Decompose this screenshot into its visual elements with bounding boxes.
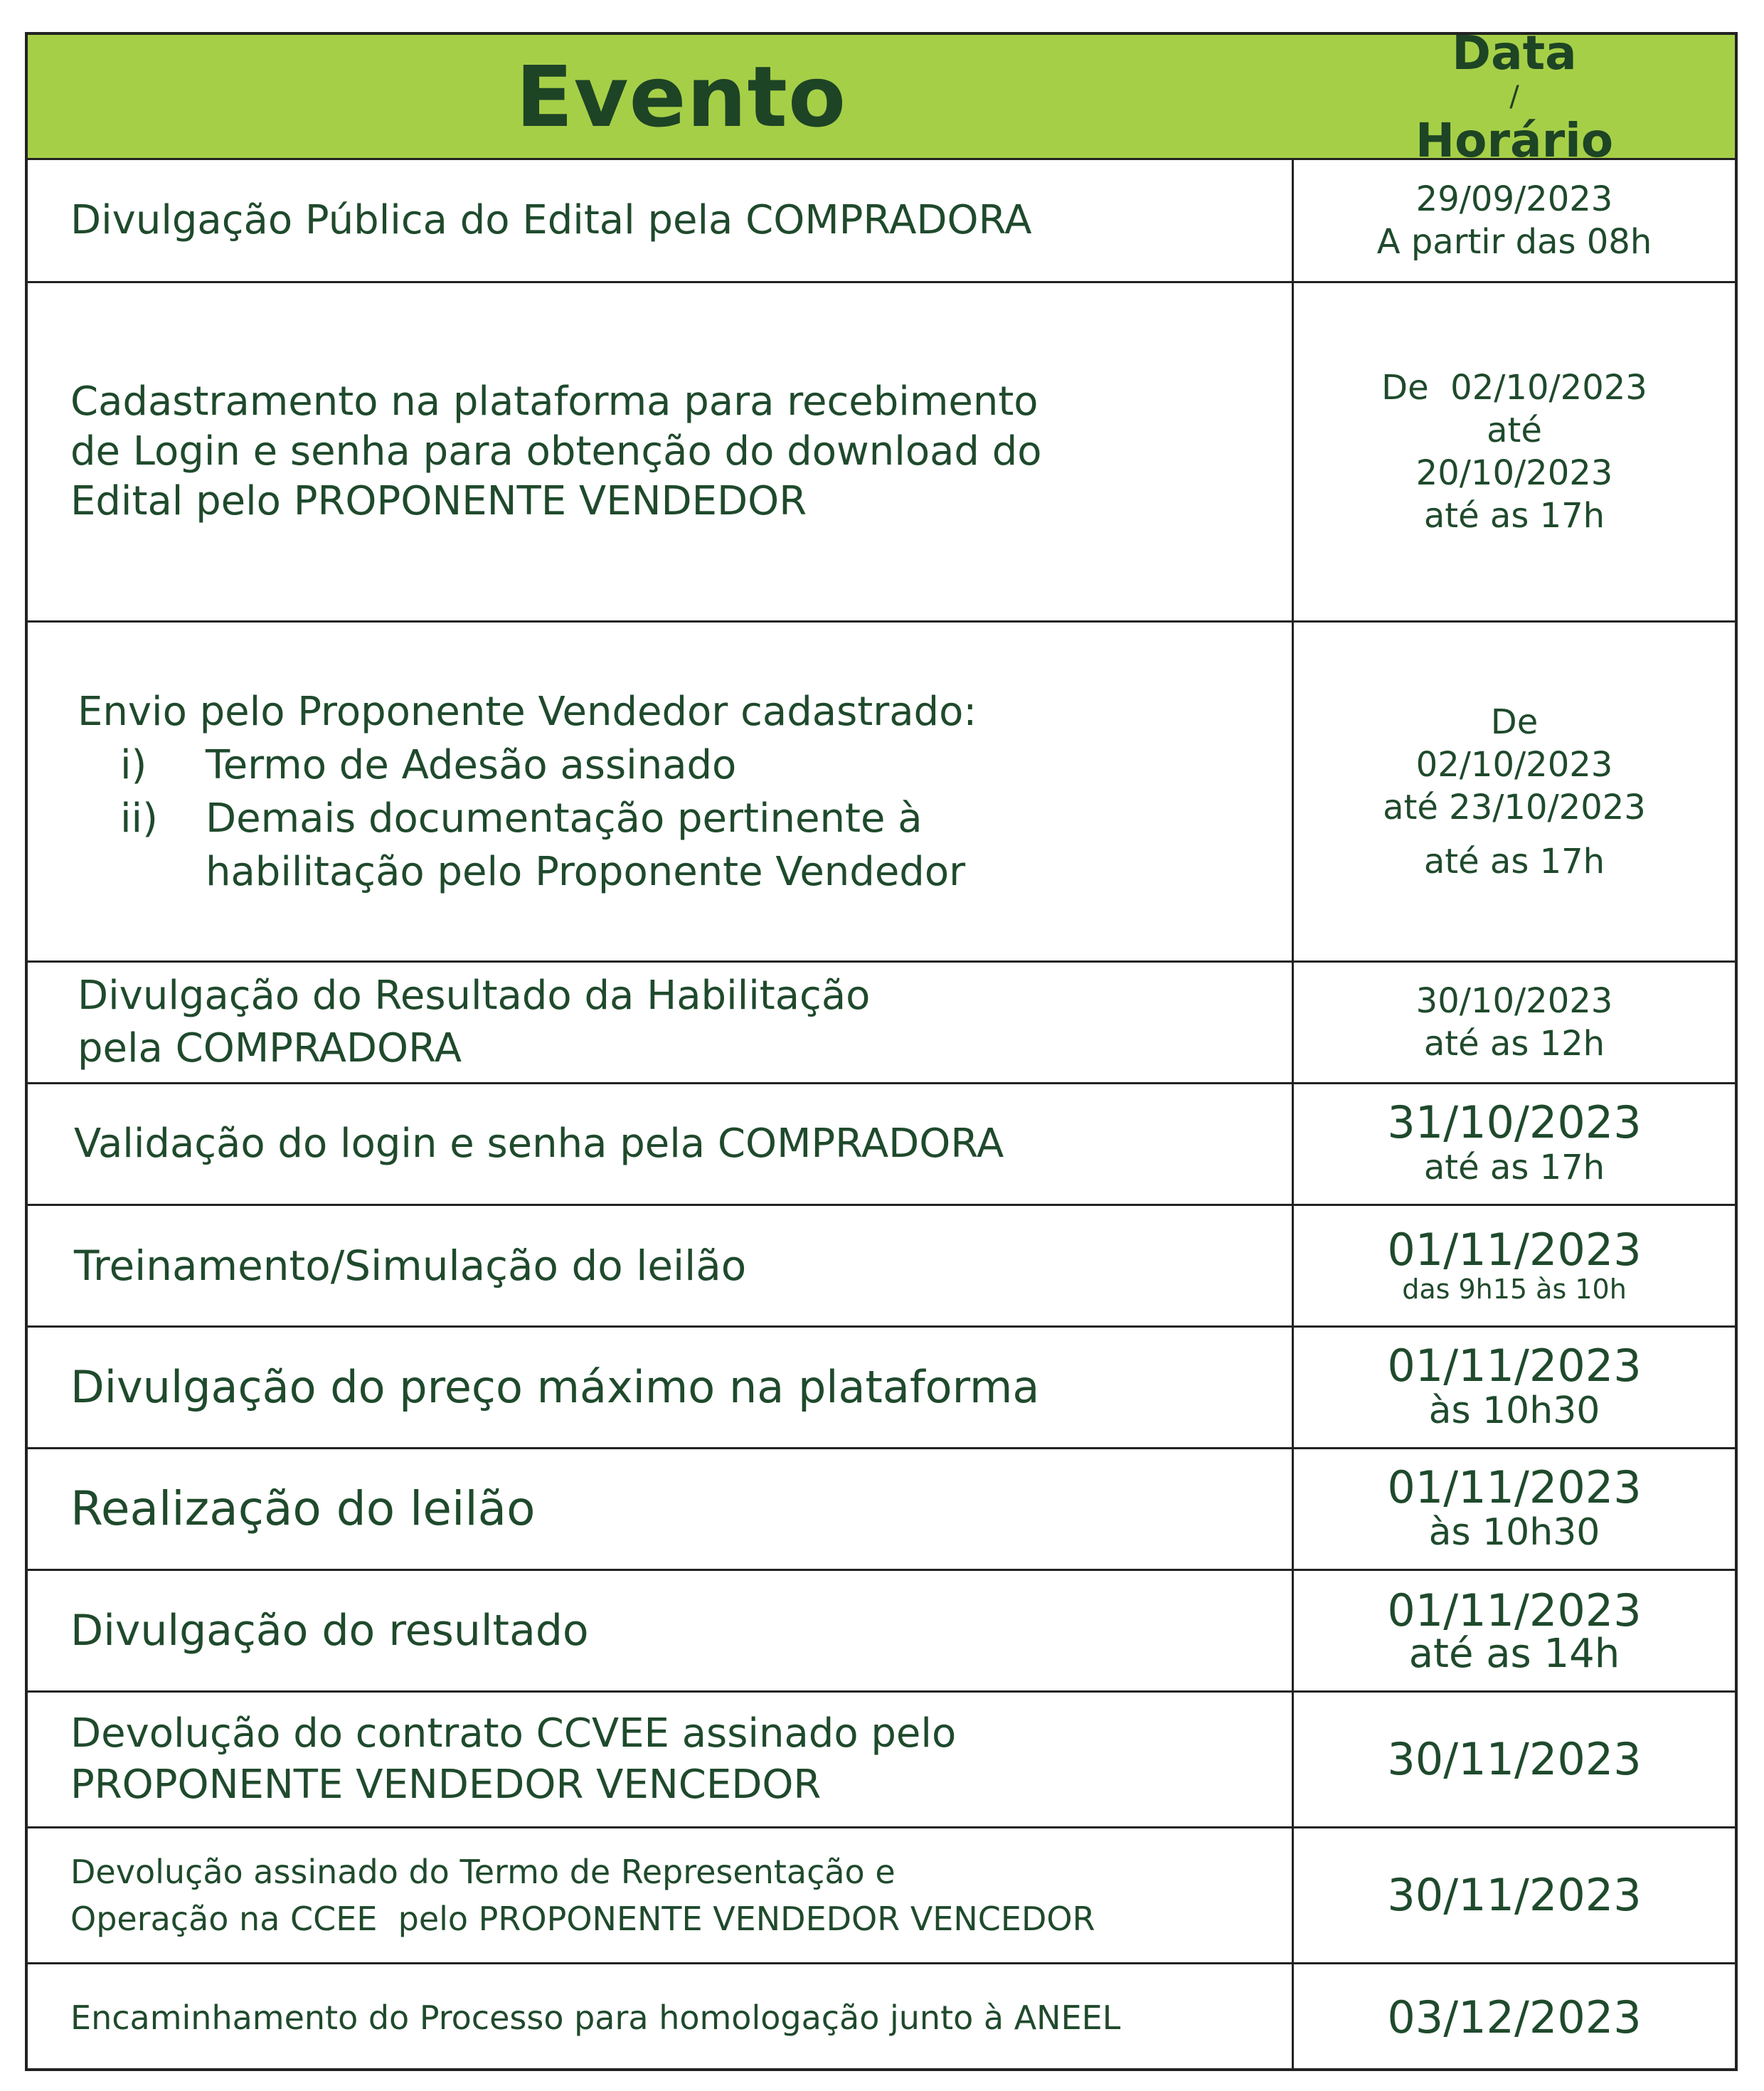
event-cell <box>28 1328 1292 1447</box>
date-cell <box>1294 1964 1735 2071</box>
event-cell <box>28 623 1292 960</box>
date-line: até as 14h <box>1408 1631 1620 1677</box>
event-text: Divulgação do preço máximo na plataforma <box>70 1361 1040 1413</box>
event-line: Cadastramento na plataforma para recebimento <box>70 379 1038 425</box>
date-cell <box>1294 623 1735 960</box>
table-row <box>28 623 1735 963</box>
date-cell <box>1294 1084 1735 1204</box>
date-line: 30/11/2023 <box>1387 1733 1642 1785</box>
header-date-time <box>1294 25 1735 168</box>
list-item-number: ii) <box>120 795 158 842</box>
table-row <box>28 1449 1735 1571</box>
header-time: Horário <box>1415 112 1614 168</box>
table-row <box>28 1693 1735 1828</box>
header-date: Data <box>1452 25 1577 80</box>
event-cell <box>28 963 1292 1082</box>
event-line: Devolução do contrato CCVEE assinado pelo <box>70 1710 957 1757</box>
event-cell <box>28 283 1292 620</box>
event-cell <box>28 1828 1292 1962</box>
date-line: 02/10/2023 <box>1415 744 1613 785</box>
table-row <box>28 1084 1735 1206</box>
table-row <box>28 1964 1735 2071</box>
date-line: 01/11/2023 <box>1387 1224 1642 1276</box>
date-line: até as 12h <box>1423 1024 1605 1064</box>
header-slash: / <box>1509 80 1519 113</box>
date-line: até as 17h <box>1423 496 1605 536</box>
date-cell <box>1294 1449 1735 1569</box>
table-row <box>28 1328 1735 1449</box>
schedule-table <box>25 25 1738 2071</box>
date-cell <box>1294 1828 1735 1962</box>
event-text: Encaminhamento do Processo para homologação junto à ANEEL <box>70 1999 1121 2037</box>
date-line: A partir das 08h <box>1376 222 1652 262</box>
date-line: 30/10/2023 <box>1415 981 1613 1021</box>
header-event: Evento <box>515 47 847 146</box>
event-cell <box>28 1693 1292 1826</box>
list-item-text: Demais documentação pertinente à habilitação pelo Proponente Vendedor <box>206 795 966 895</box>
event-cell <box>28 1449 1292 1569</box>
date-line: até <box>1487 411 1542 450</box>
event-text <box>70 1708 956 1811</box>
event-line: pela COMPRADORA <box>78 1025 462 1071</box>
date-cell <box>1294 963 1735 1082</box>
event-cell <box>28 1571 1292 1690</box>
date-line: De <box>1490 702 1539 742</box>
table-row <box>28 160 1735 283</box>
event-text: Divulgação Pública do Edital pela COMPRADORA <box>70 197 1032 243</box>
event-line: Operação na CCEE pelo PROPONENTE VENDEDOR VENCEDOR <box>70 1900 1095 1938</box>
event-text: Validação do login e senha pela COMPRADORA <box>74 1121 1004 1167</box>
date-line: 01/11/2023 <box>1387 1340 1642 1392</box>
table-row <box>28 1828 1735 1964</box>
event-line: de Login e senha para obtenção do download do <box>70 428 1042 475</box>
date-line: 01/11/2023 <box>1387 1584 1642 1636</box>
date-cell <box>1294 1206 1735 1325</box>
date-line: às 10h30 <box>1428 1389 1600 1432</box>
event-line: Devolução assinado do Termo de Representação e <box>70 1853 896 1891</box>
date-line: às 10h30 <box>1428 1511 1600 1554</box>
date-cell <box>1294 1693 1735 1826</box>
table-header <box>28 25 1735 168</box>
event-line: Edital pelo PROPONENTE VENDEDOR <box>70 478 807 524</box>
event-cell <box>28 1084 1292 1204</box>
date-line: até as 17h <box>1423 1148 1605 1187</box>
list-item <box>78 739 1059 792</box>
event-cell <box>28 1964 1292 2071</box>
event-text: Realização do leilão <box>70 1481 536 1536</box>
event-text: Treinamento/Simulação do leilão <box>74 1242 747 1290</box>
date-line: das 9h15 às 10h <box>1402 1274 1627 1305</box>
event-cell <box>28 160 1292 281</box>
event-text <box>78 685 1059 899</box>
date-line: 31/10/2023 <box>1387 1096 1642 1148</box>
event-text <box>70 377 1042 526</box>
date-line: 20/10/2023 <box>1415 453 1613 493</box>
event-text: Divulgação do resultado <box>70 1606 589 1656</box>
list-item <box>78 792 1059 899</box>
table-row <box>28 1571 1735 1693</box>
date-line: 03/12/2023 <box>1387 1991 1642 2043</box>
date-cell <box>1294 1328 1735 1447</box>
table-row <box>28 1206 1735 1328</box>
date-line: 01/11/2023 <box>1387 1461 1642 1513</box>
event-text <box>70 1848 1095 1942</box>
event-cell <box>28 1206 1292 1325</box>
date-line: De 02/10/2023 <box>1381 368 1647 408</box>
event-line: PROPONENTE VENDEDOR VENCEDOR <box>70 1762 822 1808</box>
date-line: 30/11/2023 <box>1387 1869 1642 1921</box>
date-line: 29/09/2023 <box>1415 179 1613 219</box>
date-line: até 23/10/2023 <box>1383 787 1646 827</box>
table-row <box>28 963 1735 1084</box>
event-intro: Envio pelo Proponente Vendedor cadastrado: <box>78 688 977 735</box>
list-item-number: i) <box>120 741 147 788</box>
date-line: até as 17h <box>1423 841 1605 882</box>
date-cell <box>1294 1571 1735 1690</box>
table-row <box>28 283 1735 623</box>
event-list <box>78 739 1059 899</box>
date-cell <box>1294 283 1735 620</box>
event-line: Divulgação do Resultado da Habilitação <box>78 973 871 1019</box>
event-text <box>78 970 870 1075</box>
list-item-text: Termo de Adesão assinado <box>206 741 737 788</box>
date-cell <box>1294 160 1735 281</box>
